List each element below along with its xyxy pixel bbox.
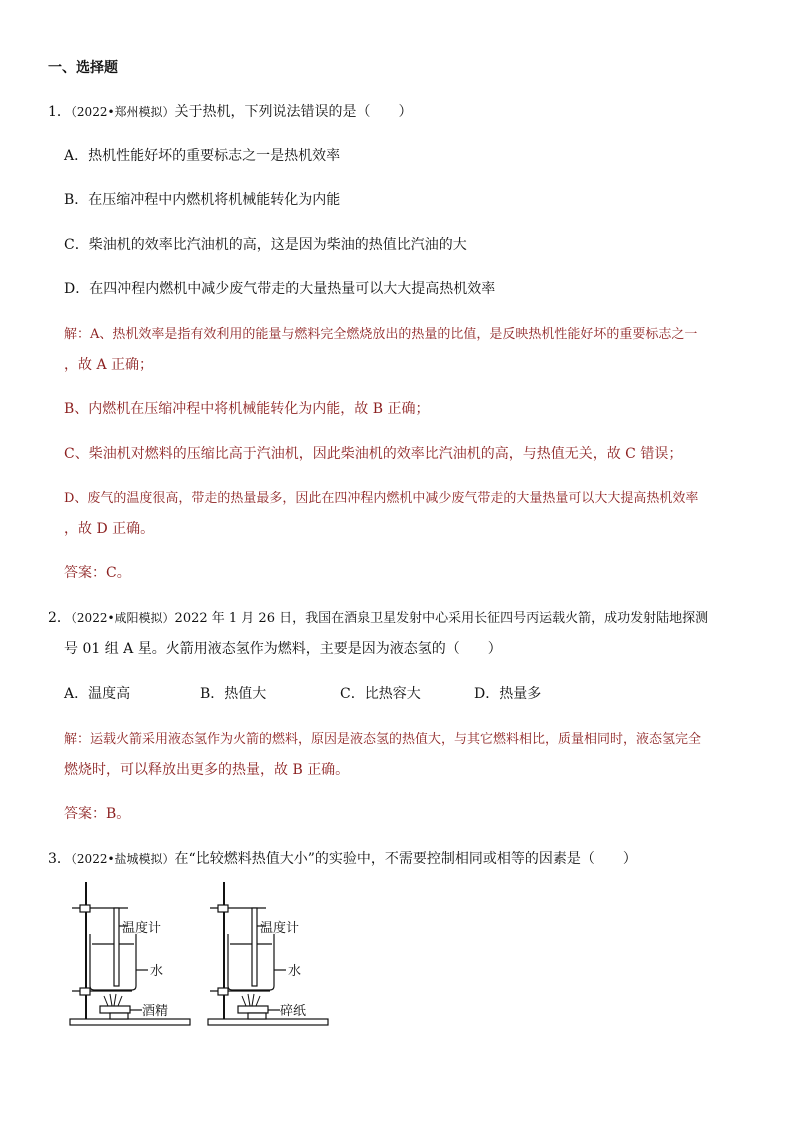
solution-line: 燃烧时，可以释放出更多的热量，故 B 正确。 bbox=[64, 762, 350, 778]
thermometer-label: 温度计 bbox=[260, 921, 300, 936]
water-label: 水 bbox=[150, 964, 164, 979]
solution-line: ，故 D 正确。 bbox=[64, 521, 155, 537]
question-source: （2022•郑州模拟） bbox=[70, 105, 175, 119]
solution-line: D、废气的温度很高，带走的热量最多，因此在四冲程内燃机中减少废气带走的大量热量可以大大提高热机效率 bbox=[64, 491, 699, 506]
option-d: D．在四冲程内燃机中减少废气带走的大量热量可以大大提高热机效率 bbox=[64, 281, 496, 297]
option-a: A．温度高 bbox=[64, 686, 131, 702]
question-stem-line2: 号 01 组 A 星。火箭用液态氢作为燃料，主要是因为液态氢的（ ） bbox=[64, 641, 502, 657]
question-number: 3． bbox=[48, 851, 71, 867]
option-d: D．热量多 bbox=[474, 686, 542, 702]
experiment-figure-alcohol bbox=[66, 878, 196, 1028]
option-a: A．热机性能好坏的重要标志之一是热机效率 bbox=[64, 148, 341, 164]
solution-line: ，故 A 正确； bbox=[64, 357, 154, 373]
option-c: C．柴油机的效率比汽油机的高，这是因为柴油的热值比汽油的大 bbox=[64, 237, 467, 253]
answer: 答案：B。 bbox=[64, 806, 131, 822]
fuel-label-paper: 碎纸 bbox=[280, 1004, 307, 1019]
question-source: （2022•咸阳模拟） bbox=[70, 611, 175, 625]
option-b: B．热值大 bbox=[200, 686, 267, 702]
question-number: 2． bbox=[48, 610, 71, 626]
question-number: 1． bbox=[48, 104, 71, 120]
solution-line: C、柴油机对燃料的压缩比高于汽油机，因此柴油机的效率比汽油机的高，与热值无关，故 C 错误； bbox=[64, 446, 683, 462]
option-c: C．比热容大 bbox=[340, 686, 421, 702]
thermometer-label: 温度计 bbox=[122, 921, 162, 936]
section-title: 一、选择题 bbox=[48, 60, 118, 76]
solution-line: 解：A、热机效率是指有效利用的能量与燃料完全燃烧放出的热量的比值，是反映热机性能好坏的重要标志之一 bbox=[64, 327, 698, 342]
answer: 答案：C。 bbox=[64, 565, 131, 581]
question-stem: 在“比较燃料热值大小”的实验中，不需要控制相同或相等的因素是（ ） bbox=[174, 851, 637, 867]
experiment-figure-paper bbox=[204, 878, 334, 1028]
question-stem: 关于热机，下列说法错误的是（ ） bbox=[174, 104, 413, 120]
solution-line: B、内燃机在压缩冲程中将机械能转化为内能，故 B 正确； bbox=[64, 401, 430, 417]
water-label: 水 bbox=[288, 964, 302, 979]
question-stem: 2022 年 1 月 26 日，我国在酒泉卫星发射中心采用长征四号丙运载火箭，成功发射陆地探测 bbox=[174, 611, 709, 626]
solution-line: 解：运载火箭采用液态氢作为火箭的燃料，原因是液态氢的热值大，与其它燃料相比，质量相同时，液态氢完全 bbox=[64, 732, 702, 747]
fuel-label-alcohol: 酒精 bbox=[142, 1004, 169, 1019]
option-b: B．在压缩冲程中内燃机将机械能转化为内能 bbox=[64, 192, 341, 208]
question-source: （2022•盐城模拟） bbox=[70, 852, 175, 866]
